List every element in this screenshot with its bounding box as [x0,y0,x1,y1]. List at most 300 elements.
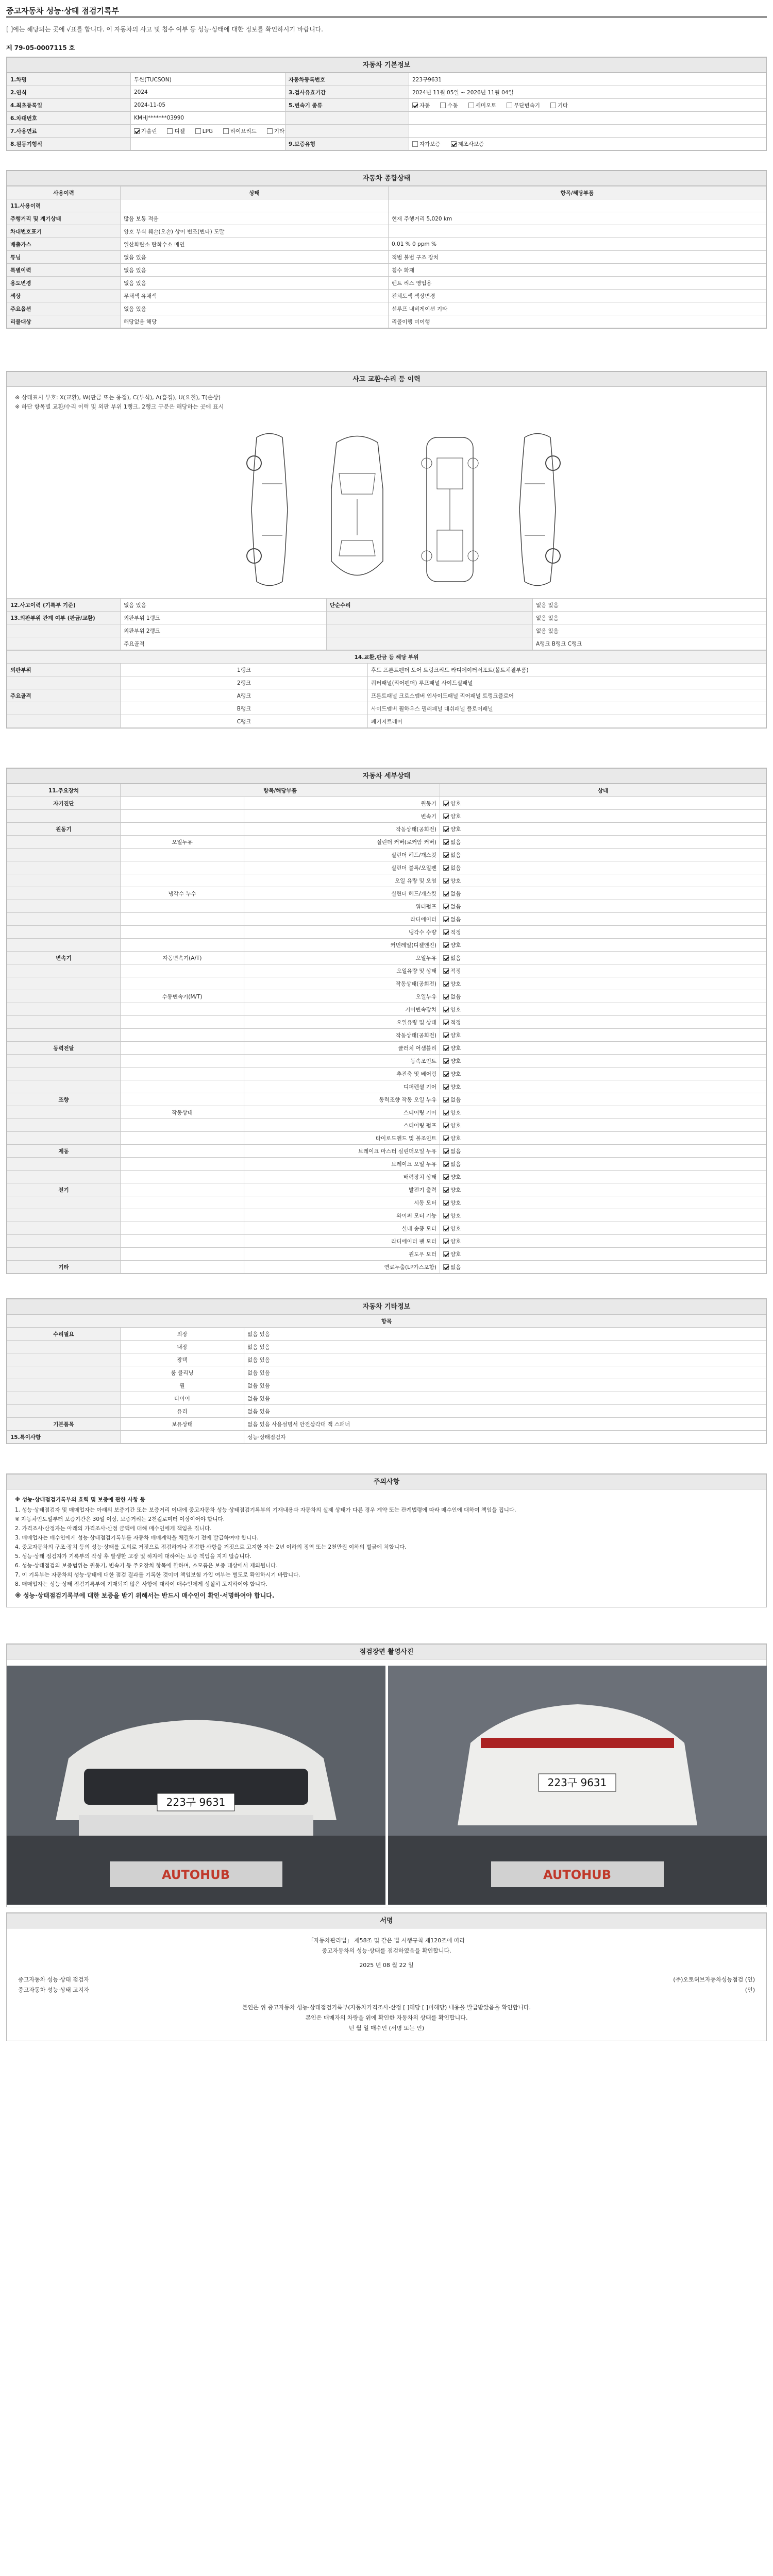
device-subgroup: 수동변속기(M/T) [121,990,244,1003]
device-subgroup [121,926,244,939]
device-state [440,1093,766,1106]
device-state [440,1222,766,1235]
checkbox-icon[interactable] [443,1187,449,1193]
device-group [7,1171,121,1183]
detail-state-table [7,784,766,1274]
device-item: 브레이크 마스터 실린더오일 누유 [244,1145,440,1158]
caution-line: ※ 자동차인도일부터 보증기간은 30일 이상, 보증거리는 2천킬로미터 이상이어야 합니다. [15,1516,225,1522]
state-label: 양호 [450,980,461,987]
col-header: 항목 [7,1315,766,1328]
checkbox-icon[interactable] [443,1148,449,1154]
checkbox-icon[interactable] [195,128,201,134]
other-row [7,1341,766,1353]
other-row [7,1353,766,1366]
checkbox-icon[interactable] [443,929,449,935]
detail-row [7,1132,766,1145]
checkbox-icon[interactable] [443,839,449,845]
parts-items: 사이드멤버 휠하우스 필러패널 대쉬패널 플로어패널 [368,702,766,715]
device-subgroup [121,1158,244,1171]
overall-row [7,199,766,212]
row-value: 없음 있음 [121,599,327,612]
row-label-2 [327,637,533,650]
device-group [7,990,121,1003]
state-label: 양호 [450,1174,461,1180]
field-value [409,138,766,150]
device-state [440,926,766,939]
device-subgroup [121,1145,244,1158]
device-state [440,977,766,990]
caution-line: 2. 가격조사·산정자는 아래의 가격조사·산정 금액에 대해 매수인에게 책임을 집니다. [15,1526,212,1532]
checkbox-icon[interactable] [443,1200,449,1206]
checkbox-icon[interactable] [443,1123,449,1128]
device-state [440,1132,766,1145]
checkbox-icon[interactable] [443,981,449,987]
accident-row [7,637,766,650]
detail-row [7,952,766,964]
detail-row [7,797,766,810]
caution-line: 1. 성능·상태점검자 및 매매업자는 아래의 보증기간 또는 보증거리 이내에 중고자동차 성능·상태점검기록부의 기재내용과 자동차의 실제 상태가 다른 경우 계약 또는 관계법령에 따라 매수인에 대하여 책임을 집니다. [15,1507,516,1513]
special-notes-value [121,1431,244,1444]
device-group [7,810,121,823]
checkbox-icon[interactable] [134,128,140,134]
parts-items: 프론트패널 크로스멤버 인사이드패널 리어패널 트렁크플로어 [368,689,766,702]
checkbox-icon[interactable] [443,1174,449,1180]
checkbox-icon[interactable] [443,1058,449,1064]
row-state: 없음 있음 [121,277,389,290]
instruction-notice: [ ]에는 해당되는 곳에 √표를 합니다. 이 자동차의 사고 및 침수 여부 등 성능·상태에 대한 정보를 확인하시기 바랍니다. [6,26,323,33]
row-state: 많음 보통 적음 [121,212,389,225]
device-state [440,1055,766,1067]
device-group [7,939,121,952]
device-subgroup: 자동변속기(A/T) [121,952,244,964]
row-label: 특별이력 [7,264,121,277]
device-subgroup [121,874,244,887]
checkbox-icon[interactable] [443,891,449,896]
row-label: 색상 [7,290,121,302]
other-item: 유리 [121,1405,244,1418]
device-state [440,1119,766,1132]
basic-row [7,99,766,112]
detail-row [7,1067,766,1080]
detail-row [7,1145,766,1158]
device-state [440,1183,766,1196]
checkbox-icon[interactable] [451,141,457,147]
device-group [7,1003,121,1016]
other-group [7,1405,121,1418]
plate-text: 223구 9631 [166,1796,226,1808]
row-state: 양호 부식 훼손(오손) 상이 변조(변타) 도말 [121,225,389,238]
svg-text:AUTOHUB: AUTOHUB [162,1868,230,1882]
basic-info-section [6,57,767,151]
checkbox-icon[interactable] [443,1136,449,1141]
row-detail [389,199,766,212]
device-group [7,1106,121,1119]
row-state: 일산화탄소 탄화수소 매연 [121,238,389,251]
row-value: 주요골격 [121,637,327,650]
state-label: 양호 [450,1251,461,1258]
checkbox-icon[interactable] [443,826,449,832]
checkbox-option[interactable] [167,127,184,135]
overall-row [7,290,766,302]
device-item: 시동 모터 [244,1196,440,1209]
signature-section [6,1912,767,2041]
checkbox-icon[interactable] [267,128,273,134]
checkbox-option[interactable] [468,101,497,109]
state-label: 없음 [450,955,461,961]
checkbox-icon[interactable] [443,1251,449,1257]
device-subgroup [121,1183,244,1196]
row-label: 주요옵션 [7,302,121,315]
front-photo [7,1666,385,1905]
field-value [409,125,766,138]
row-label: 리콜대상 [7,315,121,328]
buyer-signature: 년 월 일 매수인 (서명 또는 인) [348,2025,425,2031]
device-subgroup [121,849,244,861]
checkbox-option[interactable] [507,101,540,109]
detail-row [7,874,766,887]
detail-row [7,1029,766,1042]
parts-items: 패키지트레이 [368,715,766,728]
section-title: 자동차 기타정보 [7,1299,766,1314]
other-value: 없음 있음 [244,1392,766,1405]
checkbox-icon[interactable] [443,1007,449,1012]
parts-items: 쿼터패널(리어펜더) 루프패널 사이드실패널 [368,676,766,689]
state-label: 없음 [450,1148,461,1155]
device-group: 제동 [7,1145,121,1158]
overall-row [7,238,766,251]
detail-row [7,1171,766,1183]
row-label: 주행거리 및 계기상태 [7,212,121,225]
device-subgroup [121,1261,244,1274]
section-title: 자동차 세부상태 [7,768,766,784]
other-item: 룸 클리닝 [121,1366,244,1379]
checkbox-icon[interactable] [468,103,474,108]
device-state [440,849,766,861]
device-subgroup [121,1055,244,1067]
device-state [440,874,766,887]
state-label: 적정 [450,968,461,974]
detail-row [7,1261,766,1274]
checkbox-icon[interactable] [443,814,449,819]
checkbox-option[interactable] [440,101,458,109]
checkbox-icon[interactable] [550,103,556,108]
device-item: 오일누유 [244,990,440,1003]
detail-row [7,810,766,823]
state-label: 양호 [450,1071,461,1077]
checkbox-icon[interactable] [443,968,449,974]
detail-row [7,939,766,952]
device-subgroup [121,1042,244,1055]
detail-row [7,1042,766,1055]
detail-row [7,836,766,849]
field-label: 자동차등록번호 [285,73,409,86]
rear-photo [388,1666,767,1905]
inspector-label: 성능·상태점검자 [244,1431,766,1444]
section-title: 자동차 기본정보 [7,57,766,73]
col-main-header: 11.주요장치 [7,784,121,797]
checkbox-option[interactable] [550,101,568,109]
row-state: 없음 있음 [121,302,389,315]
row-value-2: 없음 있음 [533,612,766,624]
row-label [7,637,121,650]
device-item: 실린더 블록/오일팬 [244,861,440,874]
basic-row [7,73,766,86]
device-item: 실린더 커버(로커암 커버) [244,836,440,849]
caution-line: 5. 성능·상태 점검자가 기록부의 작성 후 발생한 고장 및 하자에 대하여는 보증 책임을 지지 않습니다. [15,1553,251,1560]
parts-row [7,664,766,676]
state-label: 없음 [450,916,461,923]
device-group: 자기진단 [7,797,121,810]
field-label: 9.보증유형 [285,138,409,150]
car-side-right-icon [501,427,574,592]
basic-row [7,138,766,150]
checkbox-icon[interactable] [443,955,449,961]
checkbox-icon[interactable] [443,1097,449,1103]
checkbox-label: 자가보증 [419,141,441,147]
checkbox-icon[interactable] [443,1084,449,1090]
field-label: 8.원동기형식 [7,138,131,150]
col-state-header: 상태 [440,784,766,797]
checkbox-icon[interactable] [443,852,449,858]
other-row [7,1366,766,1379]
checkbox-icon[interactable] [443,1110,449,1115]
checkbox-icon[interactable] [443,1045,449,1051]
parts-rank: 1랭크 [121,664,368,676]
device-group [7,1119,121,1132]
detail-row [7,861,766,874]
detail-row [7,849,766,861]
inspector-label: 중고자동차 성능·상태 점검자 [18,1976,90,1983]
state-label: 없음 [450,890,461,897]
checkbox-option[interactable] [195,128,213,134]
row-detail [389,225,766,238]
checkbox-label: 제조사보증 [458,141,484,147]
checkbox-icon[interactable] [443,1264,449,1270]
checkbox-icon[interactable] [443,801,449,806]
field-value [409,112,766,125]
checkbox-icon[interactable] [443,1032,449,1038]
checkbox-icon[interactable] [443,865,449,871]
device-subgroup [121,900,244,913]
device-item: 추진축 및 베어링 [244,1067,440,1080]
field-value: KMHJ*******03990 [131,112,285,125]
col-state-header: 상태 [121,187,389,199]
car-top-icon [316,427,398,592]
device-state [440,952,766,964]
device-state [440,823,766,836]
checkbox-icon[interactable] [167,128,173,134]
device-item: 배력장치 상태 [244,1171,440,1183]
checkbox-icon[interactable] [443,917,449,922]
caution-line: 3. 매매업자는 매수인에게 성능·상태점검기록부를 자동차 매매계약을 체결하기 전에 발급하여야 합니다. [15,1535,259,1541]
row-value: 외판부위 1랭크 [121,612,327,624]
row-detail: 현재 주행거리 5,020 km [389,212,766,225]
device-item: 작동상태(공회전) [244,1029,440,1042]
checkbox-label: 수동 [447,102,458,109]
accident-row [7,612,766,624]
detail-row [7,1093,766,1106]
overall-row [7,225,766,238]
device-item: 디퍼렌셜 기어 [244,1080,440,1093]
parts-group [7,715,121,728]
checkbox-icon[interactable] [412,141,418,147]
overall-row [7,277,766,290]
checkbox-option[interactable] [267,127,284,135]
device-group [7,1209,121,1222]
accident-row [7,624,766,637]
device-subgroup: 오일누유 [121,836,244,849]
inspector-row [15,1975,758,1985]
state-label: 없음 [450,865,461,871]
device-state [440,900,766,913]
checkbox-icon[interactable] [440,103,446,108]
detail-row [7,1119,766,1132]
checkbox-group [412,103,578,109]
detail-row [7,1158,766,1171]
checkbox-icon[interactable] [443,942,449,948]
checkbox-option[interactable] [412,140,441,148]
state-label: 양호 [450,877,461,884]
field-label: 1.차명 [7,73,131,86]
device-group: 동력전달 [7,1042,121,1055]
accident-table [7,598,766,650]
svg-text:AUTOHUB: AUTOHUB [543,1868,611,1882]
signature-date: 2025 년 08 월 22 일 [359,1962,414,1969]
state-label: 없음 [450,993,461,1000]
state-label: 없음 [450,903,461,910]
state-label: 양호 [450,800,461,807]
device-item: 작동상태(공회전) [244,823,440,836]
legend [7,387,766,418]
device-state [440,1067,766,1080]
field-label: 3.검사유효기간 [285,86,409,99]
row-detail: 적법 불법 구조 장치 [389,251,766,264]
row-label: 11.사용이력 [7,199,121,212]
checkbox-label: 가솔린 [141,128,157,134]
parts-rank: A랭크 [121,689,368,702]
row-value-2: 없음 있음 [533,624,766,637]
checkbox-option[interactable] [412,101,430,109]
checkbox-label: 세미오토 [475,102,497,109]
other-row [7,1328,766,1341]
legend-line-1: ※ 상태표시 부호: X(교환), W(판금 또는 용접), C(부식), A(흠집), U(요철), T(손상) [15,394,221,401]
checkbox-icon[interactable] [443,1020,449,1025]
row-detail: 선루프 내비게이션 기타 [389,302,766,315]
overall-state-table [7,186,766,328]
device-group: 조향 [7,1093,121,1106]
checkbox-icon[interactable] [443,994,449,999]
device-subgroup: 작동상태 [121,1106,244,1119]
detail-row [7,964,766,977]
state-label: 없음 [450,839,461,845]
checkbox-label: 기타 [274,128,285,134]
row-detail: 침수 화재 [389,264,766,277]
checkbox-icon[interactable] [443,1071,449,1077]
checkbox-icon[interactable] [443,1161,449,1167]
device-group [7,900,121,913]
device-group [7,1132,121,1145]
checkbox-icon[interactable] [412,103,418,108]
field-value: 투싼(TUCSON) [131,73,285,86]
device-state [440,1158,766,1171]
caution-notes [7,1489,766,1607]
device-item: 기어변속장치 [244,1003,440,1016]
device-group [7,964,121,977]
device-item: 윈도우 모터 [244,1248,440,1261]
checkbox-icon[interactable] [443,878,449,884]
checkbox-label: 디젤 [174,128,185,134]
checkbox-icon[interactable] [443,1239,449,1244]
section-title: 자동차 종합상태 [7,171,766,186]
device-group [7,1080,121,1093]
detail-row [7,823,766,836]
overall-state-section [6,170,767,329]
field-label: 6.차대번호 [7,112,131,125]
device-item: 오일 유량 및 오염 [244,874,440,887]
other-row [7,1392,766,1405]
device-item: 타이로드엔드 및 볼조인트 [244,1132,440,1145]
row-value-2: 없음 있음 [533,599,766,612]
checkbox-icon[interactable] [223,128,229,134]
device-state [440,861,766,874]
signature-body [7,1928,766,2041]
field-value [131,138,285,150]
other-group [7,1366,121,1379]
device-state [440,810,766,823]
device-subgroup [121,939,244,952]
other-value: 없음 있음 [244,1379,766,1392]
device-group [7,1222,121,1235]
row-label-2 [327,624,533,637]
checkbox-option[interactable] [223,127,257,135]
checkbox-group [134,128,285,134]
device-state [440,1042,766,1055]
checkbox-option[interactable] [134,127,157,135]
checkbox-icon[interactable] [443,904,449,909]
state-label: 없음 [450,1264,461,1270]
device-item: 작동상태(공회전) [244,977,440,990]
device-item: 클러치 어셈블리 [244,1042,440,1055]
other-value: 없음 있음 [244,1405,766,1418]
device-subgroup [121,964,244,977]
device-item: 연료누출(LP가스포함) [244,1261,440,1274]
state-label: 없음 [450,1161,461,1167]
row-state: 없음 있음 [121,251,389,264]
row-label: 배출가스 [7,238,121,251]
field-label: 5.변속기 종류 [285,99,409,112]
parts-rank: C랭크 [121,715,368,728]
checkbox-icon[interactable] [507,103,512,108]
basic-row [7,125,766,138]
device-item: 커먼레일(디젤엔진) [244,939,440,952]
notifier-row [15,1985,758,1995]
checkbox-icon[interactable] [443,1226,449,1231]
row-detail: 전체도색 색상변경 [389,290,766,302]
device-state [440,1029,766,1042]
row-label-2: 단순수리 [327,599,533,612]
checkbox-icon[interactable] [443,1213,449,1218]
device-item: 라디에이터 팬 모터 [244,1235,440,1248]
checkbox-option[interactable] [451,140,484,148]
device-state [440,1196,766,1209]
section-title: 점검장면 촬영사진 [7,1644,766,1659]
parts-group [7,702,121,715]
other-group [7,1353,121,1366]
other-value: 없음 있음 사용설명서 안전삼각대 잭 스패너 [244,1418,766,1431]
state-label: 양호 [450,1238,461,1245]
detail-row [7,1235,766,1248]
checkbox-label: 자동 [419,102,430,109]
